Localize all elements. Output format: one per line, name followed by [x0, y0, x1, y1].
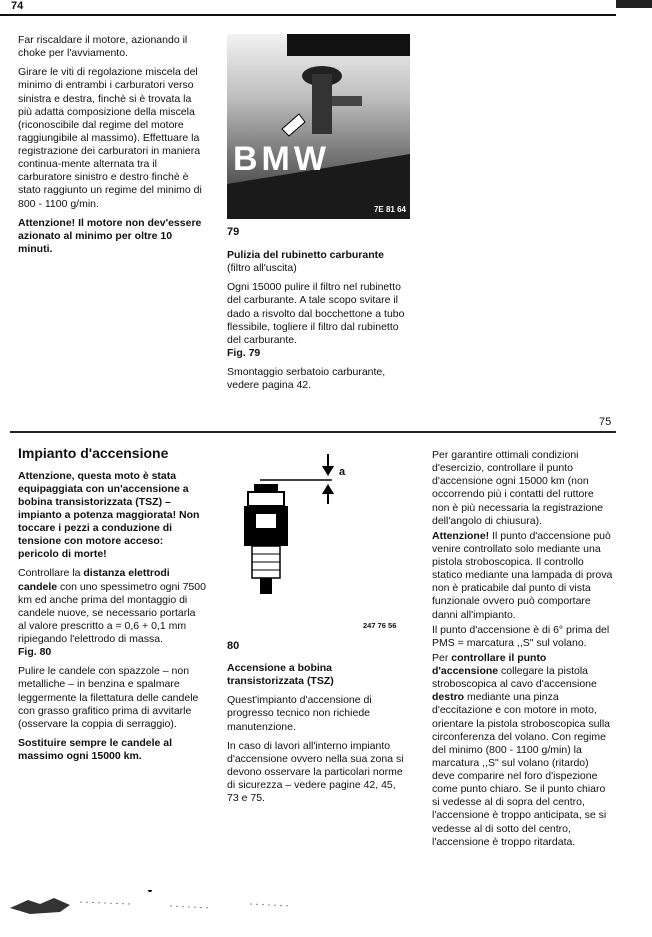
timing-check-c: mediante una pinza d'eccitazione e con motore in moto, orientare la pistola stroboscopica sulla circonferenza del volano. Con regime del minimo (800 - 1100 g/min) la marcatura ,,S" sul volano (ritardo) deve comparire nel foro d'ispezione come punto chiaro. Se il punto chiaro si vedesse al di sopra del centro, l'accensione è troppo anticipata, se si vedesse al di sotto del centro, l'accensione è troppo ritardata. [432, 691, 611, 848]
strobe-warning-paragraph [432, 530, 614, 622]
bottom-right-column [432, 449, 614, 855]
bottom-middle-column [227, 662, 409, 811]
tsz-heading: Accensione a bobina transistorizzata (TSZ) [227, 662, 334, 688]
timing-check-bold-1: controllare il punto d'accensione [432, 651, 547, 677]
page-number-74: 74 [11, 0, 24, 12]
spark-gap-text-a: Controllare la [18, 567, 84, 580]
fuel-tap-subheading: (filtro all'uscita) [227, 262, 297, 275]
spark-plug-diagram [240, 454, 390, 624]
section-rule [10, 431, 616, 433]
figure-79-photo [227, 34, 410, 219]
tank-removal-paragraph: Smontaggio serbatoio carburante, vedere pagina 42. [227, 366, 386, 392]
timing-check-paragraph [432, 652, 614, 849]
gap-label: a [339, 466, 346, 478]
timing-check-b: collegare la pistola stroboscopica al cavo d'accensione [432, 665, 597, 691]
plug-replace-note: Sostituire sempre le candele al massimo ogni 15000 km. [18, 736, 173, 762]
figure-80-number: 80 [227, 640, 240, 652]
scan-smudge [10, 890, 310, 920]
plug-cleaning-paragraph: Pulire le candele con spazzole – non metalliche – in benzina e spalmare leggermente la filettatura delle candele con grasso grafitico prima di avvitarle (osservare la coppia di serraggio). [18, 665, 199, 730]
spark-gap-bold: distanza elettrodi candele [18, 567, 170, 593]
warmup-paragraph: Far riscaldare il motore, azionando il choke per l'avviamento. [18, 34, 188, 60]
ignition-title: Impianto d'accensione [18, 445, 169, 461]
photo-lettering: BMW [233, 140, 330, 178]
tsz-maintenance-paragraph: Quest'impianto d'accensione di progresso tecnico non richiede manutenzione. [227, 694, 372, 733]
carburetor-adjust-paragraph: Girare le viti di regolazione miscela del minimo di entrambi i carburatori verso sinistra e destra, finchè si è trovata la più adatta composizione della miscela (riconoscibile dal regime del motore raggiungibile al massimo). Effettuare la registrazione dei carburatori in maniera continua-mente alternata tra il carburatore sinistro e destro finchè è stato raggiunto un regime del minimo di 800 - 1100 g/min. [18, 66, 202, 210]
bottom-left-column [18, 445, 206, 769]
strobe-warning-text: Il punto d'accensione può venire controllato solo mediante una pistola stroboscopica. Il controllo statico mediante una lampada di prova non è praticabile dal punto di vista funzionale ovvero può comportare danni all'impianto. [432, 529, 613, 621]
fig-80-reference: Fig. 80 [18, 646, 52, 659]
idle-warning: Attenzione! Il motore non dev'essere azionato al minimo per oltre 10 minuti. [18, 216, 202, 255]
spark-gap-paragraph [18, 567, 206, 646]
top-right-column [227, 249, 412, 398]
timing-check-bold-2: destro [432, 691, 465, 704]
spark-gap-text-b: con uno spessimetro ogni 7500 km ed anche prima del montaggio di candele nuove, se necessario portarla al valore prescritto a = 0,6 + 0,1 mm ripiegando l'elettrodo di massa. [18, 580, 206, 645]
timing-check-a: Per [432, 651, 452, 664]
attention-label: Attenzione! [432, 529, 490, 542]
header-rule-end [616, 0, 652, 8]
fig-79-reference: Fig. 79 [227, 346, 261, 359]
figure-79-code: 7E 81 64 [373, 205, 406, 214]
tsz-warning: Attenzione, questa moto è stata equipaggiata con un'accensione a bobina transistorizzata (TSZ) – impianto a potenza maggiorata! Non toccare i pezzi a conduzione di tensione con motore acceso: pericolo di morte! [18, 469, 200, 561]
page-number-75: 75 [599, 416, 612, 428]
header-rule [0, 14, 616, 16]
figure-79-number: 79 [227, 226, 240, 238]
timing-value-paragraph: Il punto d'accensione è di 6° prima del PMS = marcatura ,,S" sul volano. [432, 623, 610, 649]
figure-80-code: 247 76 56 [363, 621, 397, 630]
fuel-tap-heading: Pulizia del rubinetto carburante [227, 249, 384, 261]
fuel-tap-paragraph: Ogni 15000 pulire il filtro nel rubinetto del carburante. A tale scopo svitare il dado a risvolto dal bocchettone a tubo flessibile, togliere il filtro dal rubinetto del carburante. [227, 281, 405, 346]
carburetor-photo-graphic [227, 34, 410, 219]
timing-intro-paragraph: Per garantire ottimali condizioni d'esercizio, controllare il punto d'accensione ogni 15000 km (non occorrendo più i contatti del ruttore non è più necessaria la registrazione dell'angolo di chiusura). [432, 449, 604, 527]
top-left-column [18, 34, 203, 262]
figure-80-spark-plug [240, 454, 390, 624]
safety-paragraph: In caso di lavori all'interno impianto d'accensione ovvero nella sua zona si devono osservare la particolari norme di sicurezza – vedere pagine 42, 45, 73 e 75. [227, 739, 404, 805]
